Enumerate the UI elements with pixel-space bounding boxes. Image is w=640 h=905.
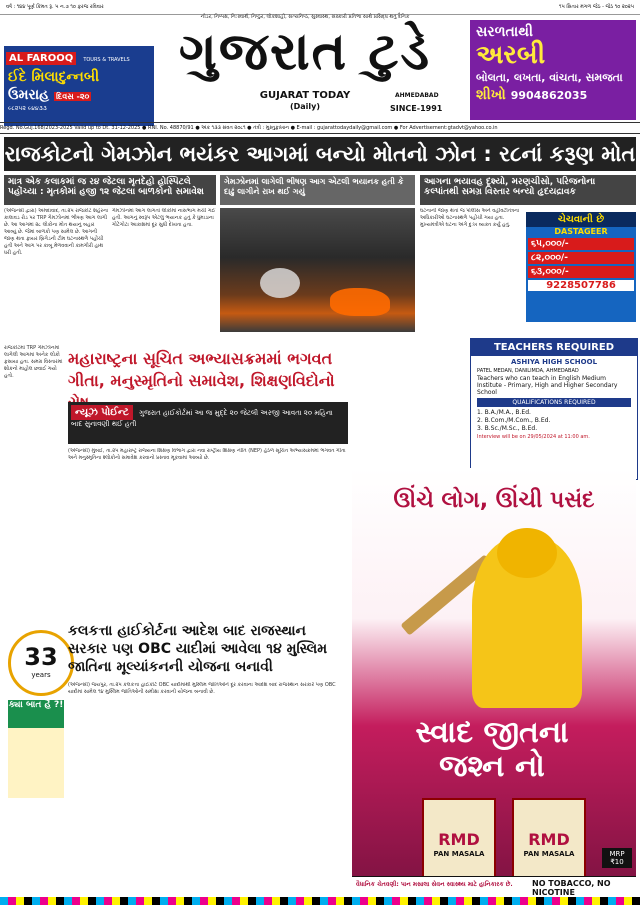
- rmd-pack-2: [512, 798, 586, 882]
- story3-headline[interactable]: કલકત્તા હાઈકોર્ટના આદેશ બાદ રાજસ્થાન સરકાર પણ OBC યાદીમાં આવેલા ૧૪ મુસ્લિમ જાતિના મૂલ્યાંકનની યોજના બનાવી: [68, 623, 328, 675]
- teachers-required-ad[interactable]: [470, 338, 638, 480]
- subhead-3: આગના ભયાવહ દૃશ્યો, મરણચીસો, પરિજનોના કલ્પાંતથી સમગ્ર વિસ્તાર બન્યો હૃદયદ્રાવક: [420, 175, 636, 205]
- dastageer-price-3: ૬૩,૦૦૦/-: [528, 266, 634, 278]
- masthead: [160, 14, 450, 118]
- ad-days: દિવસ -૨૦: [55, 92, 90, 101]
- city: AHMEDABAD: [395, 92, 439, 99]
- fire-shape: [330, 288, 390, 316]
- teachers-q1: 1. B.A./M.A., B.Ed.: [477, 409, 531, 416]
- english-name: GUJARAT TODAY: [259, 90, 351, 101]
- gt-point-text: ગુજરાત હાઈકોર્ટમાં આ જ મુદ્દે ૨૦ જેટલી અરજી આવતા ૨૦ મહિના બાદ સુનાવણી થઈ હતી: [71, 409, 333, 428]
- story2-body-text: (એજન્સી) મુંબઈ, તા.૨૫ મહારાષ્ટ્ર રાજ્યના શિક્ષણ વિભાગ દ્વારા નવા રાષ્ટ્રીય શિક્ષણ નીતિ (NEP) હેઠળ સૂચિત અભ્યાસક્રમમાં ભગવત ગીતા અને મનુસ્મૃતિના શ્લોકોનો સમાવેશ કરવાનો પ્રસ્તાવ મૂકવામાં આવ્યો છે.: [68, 448, 346, 461]
- rmd-pack-2-product: PAN MASALA: [523, 850, 575, 858]
- since: SINCE-1991: [390, 104, 443, 113]
- print-registration-strip: [0, 897, 640, 905]
- teachers-q2: 2. B.Com./M.Com., B.Ed.: [477, 417, 551, 424]
- badge-label: years: [31, 671, 51, 679]
- date-info: ૧૫ સિતાર મંગળ જેઠ - જેઠ ૧૦ ૨૦૨૫: [559, 4, 634, 10]
- dastageer-ad[interactable]: [526, 212, 636, 322]
- ad-right-line-2: અરબી: [476, 40, 546, 70]
- ad-line-2: ઉમરાહ: [8, 87, 50, 103]
- teachers-q3: 3. B.Sc./M.Sc., B.Ed.: [477, 425, 538, 432]
- ad-phone: ૯૮૨૫૨ ૯૪૪૩૩: [8, 105, 47, 112]
- ad-brand-sub: TOURS & TRAVELS: [83, 57, 130, 63]
- dastageer-phone: 9228507786: [528, 280, 634, 291]
- rmd-no-tobacco: NO TOBACCO, NO NICOTINE: [532, 879, 611, 897]
- teachers-title: TEACHERS REQUIRED: [471, 339, 637, 356]
- story3-body-text: (એજન્સી) જયપુર, તા.૨૫ કલકત્તા હાઈકોર્ટે OBC યાદીમાંથી મુસ્લિમ જાતિઓને દૂર કરવાના આદેશ બાદ રાજસ્થાન સરકારે પણ OBC યાદીમાં સામેલ ૧૪ મુસ્લિમ જાતિઓની સમીક્ષા કરવાની યોજના બનાવી છે.: [68, 682, 336, 695]
- rmd-pan-masala-ad[interactable]: [352, 468, 636, 898]
- rmd-pack-1-brand: RMD: [438, 830, 480, 849]
- kaya-title: ક્યા બાત હૈ ?!: [8, 700, 64, 710]
- teachers-interview: Interview will be on 29/05/2024 at 11:00 am.: [477, 434, 590, 440]
- al-farooq-ad[interactable]: [4, 46, 154, 126]
- teachers-school: ASHIYA HIGH SCHOOL: [510, 358, 598, 366]
- story-column-3: [420, 208, 522, 336]
- gt-point-label: ન્યૂઝ પોઈન્ટ: [71, 405, 133, 420]
- story-column-4-text: રાજકોટમાં TRP ગેમઝોનમાં લાગેલી આગમાં અનેક લોકો ફસાયા હતા. સમગ્ર વિસ્તારમાં શોકનો માહોલ છવાઈ ગયો હતો.: [4, 345, 63, 379]
- subhead-2: ગેમઝોનમાં લાગેલી ભીષણ આગ એટલી ભયાનક હતી કે દાઢું લાગીને રાખ થઈ ગયું: [220, 175, 415, 205]
- story-column-1: [4, 208, 108, 336]
- tagline: નીડર, નિષ્પક્ષ, નિ:સ્વાર્થ, નિષ્ઠુર, લોકશાહી, સત્યનિષ્ઠ, સુસ્વાસ્થ, સંસ્કારી પ્રતિભા સાથે પ્રસિદ્ધ થતું દૈનિક: [200, 14, 410, 20]
- cartoon-image: [8, 728, 64, 798]
- teachers-qual-head: QUALIFICATIONS REQUIRED: [477, 398, 631, 407]
- rmd-pack-1: [422, 798, 496, 882]
- rmd-tagline: ઊંચે લોગ, ઊંચી પસંદ: [393, 488, 595, 513]
- arabic-course-ad[interactable]: [470, 20, 636, 120]
- smoke-shape: [260, 268, 300, 298]
- anniversary-badge: [8, 630, 74, 696]
- helmet-shape: [497, 528, 557, 578]
- ad-right-phone: 9904862035: [510, 89, 588, 102]
- story3-body: [68, 682, 348, 892]
- badge-number: 33: [24, 643, 58, 671]
- newspaper-logo: ગુજરાત ટુડે: [178, 21, 432, 82]
- main-headline[interactable]: રાજકોટનો ગેમઝોન ભયંકર આગમાં બન્યો મોતનો ઝોન : ર૮નાં કરૂણ મોત: [4, 137, 636, 171]
- story-column-1-text: (એજન્સી દ્વારા) અમદાવાદ, તા.૨૫ રાજકોટ શહેરના કાલાવડ રોડ પર TRP ગેમઝોનમાં ભીષણ આગ લાગી છે. આ આગમાં ૨૮ લોકોના મોત થયાનું બહાર આવ્યું છે. જેમાં બાળકો પણ સામેલ છે. આગની જાણ થતા ફાયર બ્રિગેડની ટીમ ઘટનાસ્થળે પહોંચી હતી અને આગ પર કાબૂ મેળવવાની કામગીરી હાથ ધરી હતી.: [4, 208, 108, 256]
- dastageer-title: ચેચવાની છે: [526, 212, 636, 227]
- teachers-subhead: Teachers who can teach in English Medium Institute - Primary, High and Higher Secondary School: [477, 375, 618, 396]
- fire-photo: [220, 208, 415, 332]
- rmd-pack-1-product: PAN MASALA: [433, 850, 485, 858]
- dastageer-brand: DASTAGEER: [554, 227, 608, 236]
- registration-line: Regd. No.Guj.168/2023-2025 Valid up to Dt. 31-12-2025 ● RNI. No. 48870/91 ● અંક ૧૩૩ સંવત ૨૦૮૧ ● તંત્રી : મુસ્તુફાખાન ● E-mail : gujarattodaydaily@gmail.com ● For Advertisement:gtadvt@yahoo.co.in: [0, 122, 640, 134]
- gt-point-box: [68, 402, 348, 444]
- rmd-warning: વૈધાનિક ચેતવણી: પાન મસાલા સેવન સ્વાસ્થ્ય માટે હાનિકારક છે.: [356, 881, 513, 888]
- rmd-pack-2-brand: RMD: [528, 830, 570, 849]
- rmd-slogan: સ્વાદ જીતના જશ્ન નો: [415, 715, 569, 784]
- ad-brand: AL FAROOQ: [6, 52, 76, 65]
- story-column-4: [4, 345, 64, 625]
- story-column-3-text: ઘટનાની જાણ થતાં જ પોલીસ અને વહીવટીતંત્રના અધિકારીઓ ઘટનાસ્થળે પહોંચી ગયા હતા. મુખ્યમંત્રીએ ઘટના અંગે દુઃખ વ્યક્ત કર્યું હતું.: [420, 208, 520, 228]
- story-column-2: [112, 208, 216, 336]
- ad-line-1: ઈદે મિલાદુન્નબી: [8, 69, 100, 85]
- issue-info: વર્ષ : ૧૪૪ પૂર્ણ કિંમત રૂ. ૫ ન.૭ ૧૦ ફરજ રવિવાર: [6, 4, 104, 10]
- ad-right-line-4: શીખો: [476, 87, 506, 103]
- subhead-1: માત્ર એક કલાકમાં જ ર૪ જેટલા મૃતદેહો હોસ્પિટલે પહોંચ્યા : મૃતકોમાં હજી ૧૨ જેટલા બાળકોનો સમાવેશ: [4, 175, 216, 205]
- edition: (Daily): [289, 102, 321, 111]
- top-info-bar: [0, 0, 640, 15]
- rmd-mrp: MRP ₹10: [602, 848, 632, 868]
- story-column-2-text: ગેમઝોનમાં આગ લાગતાં લોકોમાં નાસભાગ મચી ગઈ હતી. આગનું સ્વરૂપ એટલું ભયાનક હતું કે ધુમાડાના ગોટેગોટા આકાશમાં દૂર સુધી દેખાતા હતા.: [112, 208, 216, 228]
- dastageer-price-2: ૮૨,૦૦૦/-: [528, 252, 634, 264]
- story2-headline[interactable]: મહારાષ્ટ્રના સૂચિત અભ્યાસક્રમમાં ભગવત ગીતા, મનુસ્મૃતિનો સમાવેશ, શિક્ષણવિદોનો: [68, 349, 335, 390]
- dastageer-price-1: ૬૫,૦૦૦/-: [528, 238, 634, 250]
- ad-right-line-3: બોલતા, લખતા, વાંચતા, સમજતા: [476, 71, 623, 84]
- ad-right-line-1: સરળતાથી: [476, 24, 533, 40]
- story2-body: [68, 448, 348, 618]
- teachers-address: PATEL MEDAN, DANILIMDA, AHMEDABAD: [477, 368, 579, 374]
